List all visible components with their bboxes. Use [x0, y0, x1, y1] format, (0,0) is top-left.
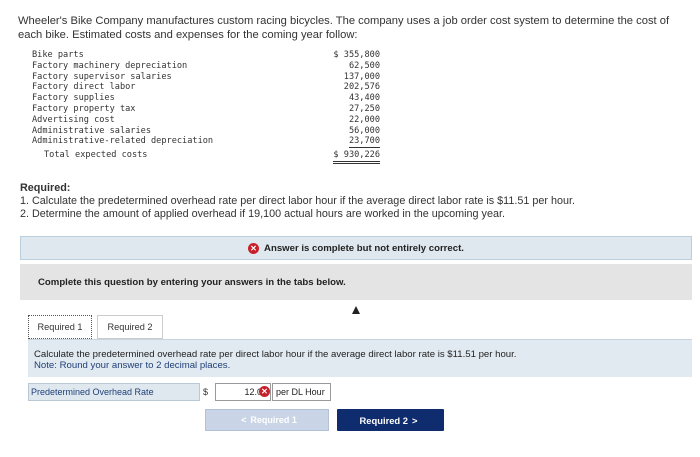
- cost-label: Administrative-related depreciation: [32, 136, 214, 147]
- instruction-banner: [20, 264, 692, 300]
- cost-row: [28, 115, 388, 126]
- cost-row: [28, 126, 388, 137]
- cost-label: Factory supplies: [32, 93, 115, 104]
- cost-amount: 62,500: [348, 60, 380, 71]
- cost-table: [28, 50, 388, 161]
- cost-label: Factory machinery depreciation: [32, 60, 188, 71]
- cost-amount: 27,250: [348, 103, 380, 114]
- cost-amount: 43,400: [348, 93, 380, 104]
- instruction-text: Complete this question by entering your answers in the tabs below.: [38, 276, 346, 288]
- question-text: Calculate the predetermined overhead rate per direct labor hour if the average direct labor rate is $11.51 per hour.: [34, 349, 517, 360]
- cost-row: [28, 61, 388, 72]
- cost-row: [28, 93, 388, 104]
- cost-total-amount: $ 930,226: [333, 150, 380, 164]
- question-panel: [28, 339, 692, 377]
- chevron-right-icon: >: [411, 414, 418, 426]
- cost-row: [28, 82, 388, 93]
- required-section: [20, 182, 690, 221]
- tab-required-2[interactable]: [97, 315, 163, 339]
- next-tab-button[interactable]: [337, 409, 444, 431]
- mouse-cursor-icon: [352, 306, 360, 314]
- cost-label: Factory property tax: [32, 103, 136, 114]
- cost-total-row: [28, 150, 388, 161]
- cost-amount: 202,576: [343, 82, 380, 93]
- cost-amount: 22,000: [348, 114, 380, 125]
- cost-label: Administrative salaries: [32, 125, 151, 136]
- cost-label: Bike parts: [32, 50, 84, 60]
- next-tab-label: Required 2: [359, 414, 408, 426]
- problem-intro: Wheeler's Bike Company manufactures custom racing bicycles. The company uses a job order cost system to determine the cost of each bike. Estimated costs and expenses for the coming year follow:: [18, 15, 670, 41]
- answer-status-banner: [20, 236, 692, 260]
- cost-row: [28, 72, 388, 83]
- answer-unit-label: per DL Hour: [272, 383, 331, 401]
- cost-label: Factory supervisor salaries: [32, 71, 172, 82]
- x-circle-icon: ✕: [248, 243, 259, 254]
- cost-amount: 137,000: [343, 71, 380, 82]
- cost-amount: $ 355,800: [333, 50, 380, 60]
- currency-symbol: $: [203, 387, 209, 397]
- cost-label: Factory direct labor: [32, 82, 136, 93]
- chevron-left-icon: <: [241, 415, 247, 425]
- cost-row: [28, 50, 388, 61]
- cost-total-label: Total expected costs: [44, 150, 148, 161]
- cost-row: [28, 104, 388, 115]
- required-heading: Required:: [20, 182, 71, 194]
- tab-required-1[interactable]: [28, 315, 92, 339]
- previous-tab-label: Required 1: [250, 415, 297, 425]
- previous-tab-button[interactable]: [205, 409, 329, 431]
- cost-label: Advertising cost: [32, 114, 115, 125]
- cost-amount: 23,700: [348, 136, 380, 147]
- cost-row: [28, 136, 388, 147]
- tab-label: Required 1: [37, 322, 83, 332]
- incorrect-x-icon: ✕: [259, 386, 270, 397]
- cost-amount: 56,000: [348, 125, 380, 136]
- tab-label: Required 2: [107, 322, 153, 332]
- required-item: 1. Calculate the predetermined overhead rate per direct labor hour if the average direct labor rate is $11.51 per hour.: [20, 195, 575, 207]
- question-note: Note: Round your answer to 2 decimal places.: [34, 360, 231, 371]
- answer-status-text: Answer is complete but not entirely correct.: [264, 242, 464, 254]
- required-item: 2. Determine the amount of applied overhead if 19,100 actual hours are worked in the upcoming year.: [20, 208, 505, 220]
- answer-label: Predetermined Overhead Rate: [28, 383, 200, 401]
